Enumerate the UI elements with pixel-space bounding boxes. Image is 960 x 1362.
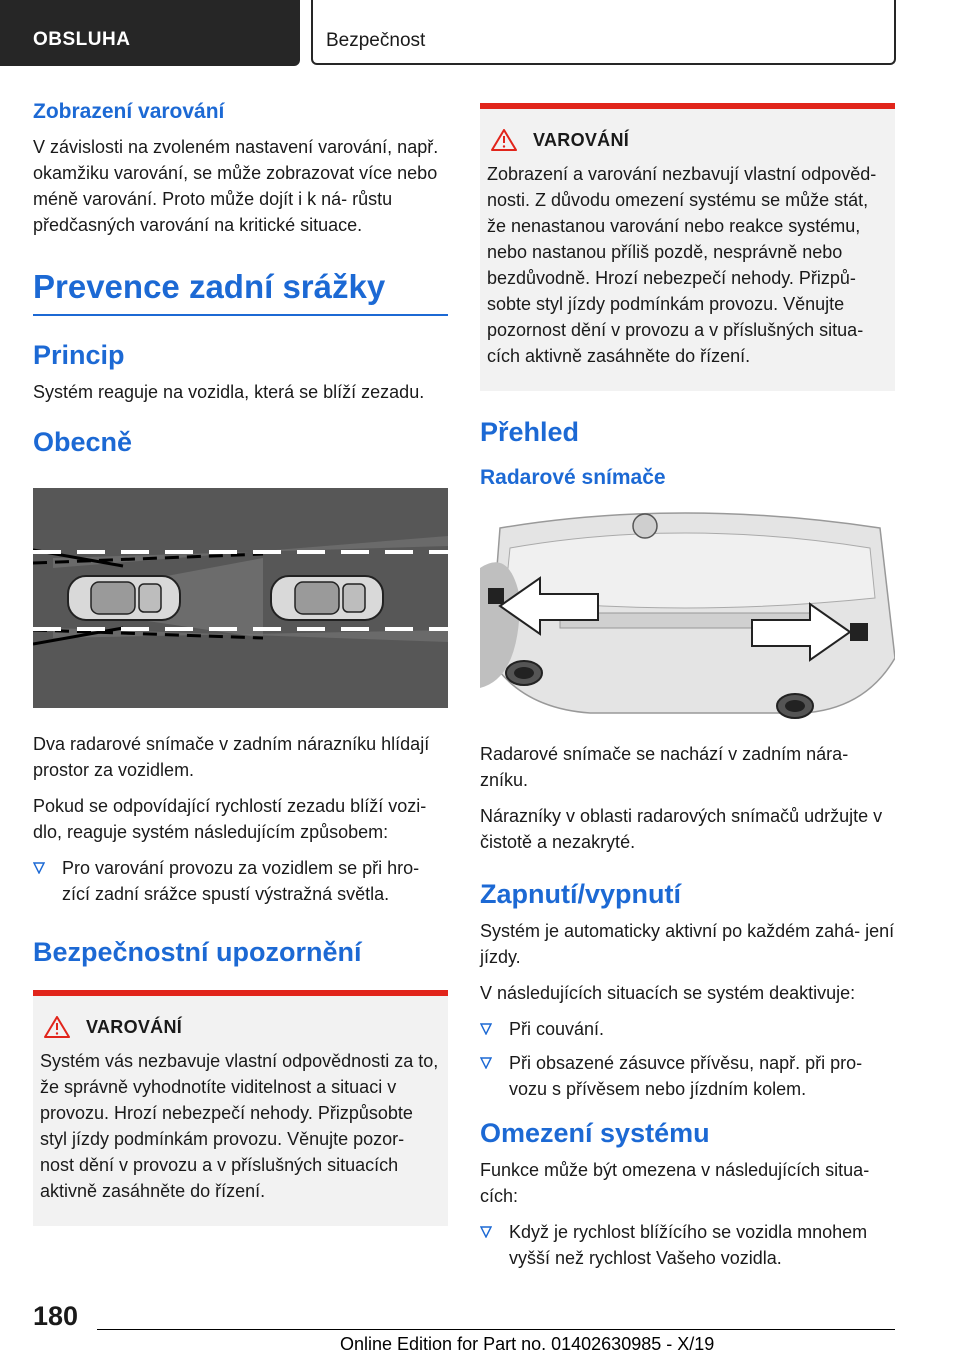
list-item: Při obsazené zásuvce přívěsu, např. při pro- vozu s přívěsem nebo jízdním kolem. bbox=[480, 1050, 895, 1102]
right-column bbox=[480, 103, 895, 1279]
warning-label: VAROVÁNÍ bbox=[533, 129, 630, 150]
onoff-text-1: Systém je automaticky aktivní po každém zahá- jení jízdy. bbox=[480, 921, 895, 967]
principle-title: Princip bbox=[33, 340, 125, 370]
list-item: Když je rychlost blížícího se vozidla mnohem vyšší než rychlost Vašeho vozidla. bbox=[480, 1219, 895, 1271]
warning-box-right bbox=[480, 103, 895, 391]
list-item: Pro varování provozu za vozidlem se při hro- zící zadní srážce spustí výstražná světla. bbox=[33, 855, 448, 907]
chapter-label: Bezpečnost bbox=[326, 30, 426, 51]
general-text-1: Dva radarové snímače v zadním nárazníku hlídají prostor za vozidlem. bbox=[33, 734, 430, 780]
warning-text: Systém vás nezbavuje vlastní odpovědnosti za to, že správně vyhodnotíte viditelnost a situaci v provozu. Hrozí nebezpečí nehody. Přizpůsobte styl jízdy podmínkám provozu. Věnujte pozor- nost dění v provozu a v příslušných situacích aktivně zasáhněte do řízení. bbox=[40, 1051, 439, 1201]
section-tab bbox=[0, 0, 300, 66]
warning-text: Zobrazení a varování nezbavují vlastní odpověd- nosti. Z důvodu omezení systému se může stát, že nenastanou varování nebo reakce systému, nebo nastanou příliš pozdě, nesprávně nebo bezdůvodně. Hrozí nebezpečí nehody. Přizpů- sobte styl jízdy podmínkám provozu. Věnujte pozornost dění v provozu a v příslušných situa- cích aktivně zasáhněte do řízení. bbox=[487, 164, 877, 366]
triangle-bullet-icon bbox=[33, 862, 45, 874]
triangle-bullet-icon bbox=[480, 1057, 492, 1069]
warn-display-text: V závislosti na zvoleném nastavení varování, např. okamžiku varování, se může zobrazovat více nebo méně varování. Proto může dojít i k ná- růstu předčasných varování na kritické situace. bbox=[33, 137, 439, 235]
limits-title: Omezení systému bbox=[480, 1118, 710, 1148]
page-number: 180 bbox=[33, 1301, 79, 1331]
footer-divider bbox=[97, 1329, 895, 1330]
radar-title: Radarové snímače bbox=[480, 466, 666, 489]
list-item: Při couvání. bbox=[480, 1016, 895, 1042]
limits-bullet-list bbox=[480, 1219, 895, 1271]
onoff-text-2: V následujících situacích se systém deaktivuje: bbox=[480, 983, 856, 1003]
principle-text: Systém reaguje na vozidla, která se blíží zezadu. bbox=[33, 382, 425, 402]
chapter-tab bbox=[311, 0, 896, 65]
footer-edition: Online Edition for Part no. 01402630985 - X/19 bbox=[340, 1334, 715, 1354]
general-bullet-list bbox=[33, 855, 448, 907]
warning-box-left bbox=[33, 990, 448, 1226]
warning-triangle-icon bbox=[491, 129, 517, 151]
warn-display-title: Zobrazení varování bbox=[33, 100, 225, 123]
onoff-bullet-list bbox=[480, 1016, 895, 1102]
general-text-2: Pokud se odpovídající rychlostí zezadu blíží vozi- dlo, reaguje systém následujícím způsobem: bbox=[33, 796, 427, 842]
onoff-title: Zapnutí/vypnutí bbox=[480, 879, 681, 909]
radar-text-2: Nárazníky v oblasti radarových snímačů udržujte v čistotě a nezakryté. bbox=[480, 806, 883, 852]
section-label: OBSLUHA bbox=[33, 29, 131, 50]
radar-zone-illustration bbox=[33, 488, 448, 708]
warning-triangle-icon bbox=[44, 1016, 70, 1038]
triangle-bullet-icon bbox=[480, 1226, 492, 1238]
left-column bbox=[33, 100, 448, 1226]
radar-text-1: Radarové snímače se nachází v zadním nára- zníku. bbox=[480, 744, 849, 790]
rear-bumper-illustration bbox=[480, 508, 895, 720]
triangle-bullet-icon bbox=[480, 1023, 492, 1035]
main-title: Prevence zadní srážky bbox=[33, 268, 448, 316]
safety-title: Bezpečnostní upozornění bbox=[33, 937, 362, 967]
overview-title: Přehled bbox=[480, 417, 580, 447]
warning-label: VAROVÁNÍ bbox=[86, 1016, 183, 1037]
car-approaching bbox=[271, 576, 383, 620]
general-title: Obecně bbox=[33, 427, 133, 457]
limits-text: Funkce může být omezena v následujících situa- cích: bbox=[480, 1160, 870, 1206]
car-ego bbox=[68, 576, 180, 620]
